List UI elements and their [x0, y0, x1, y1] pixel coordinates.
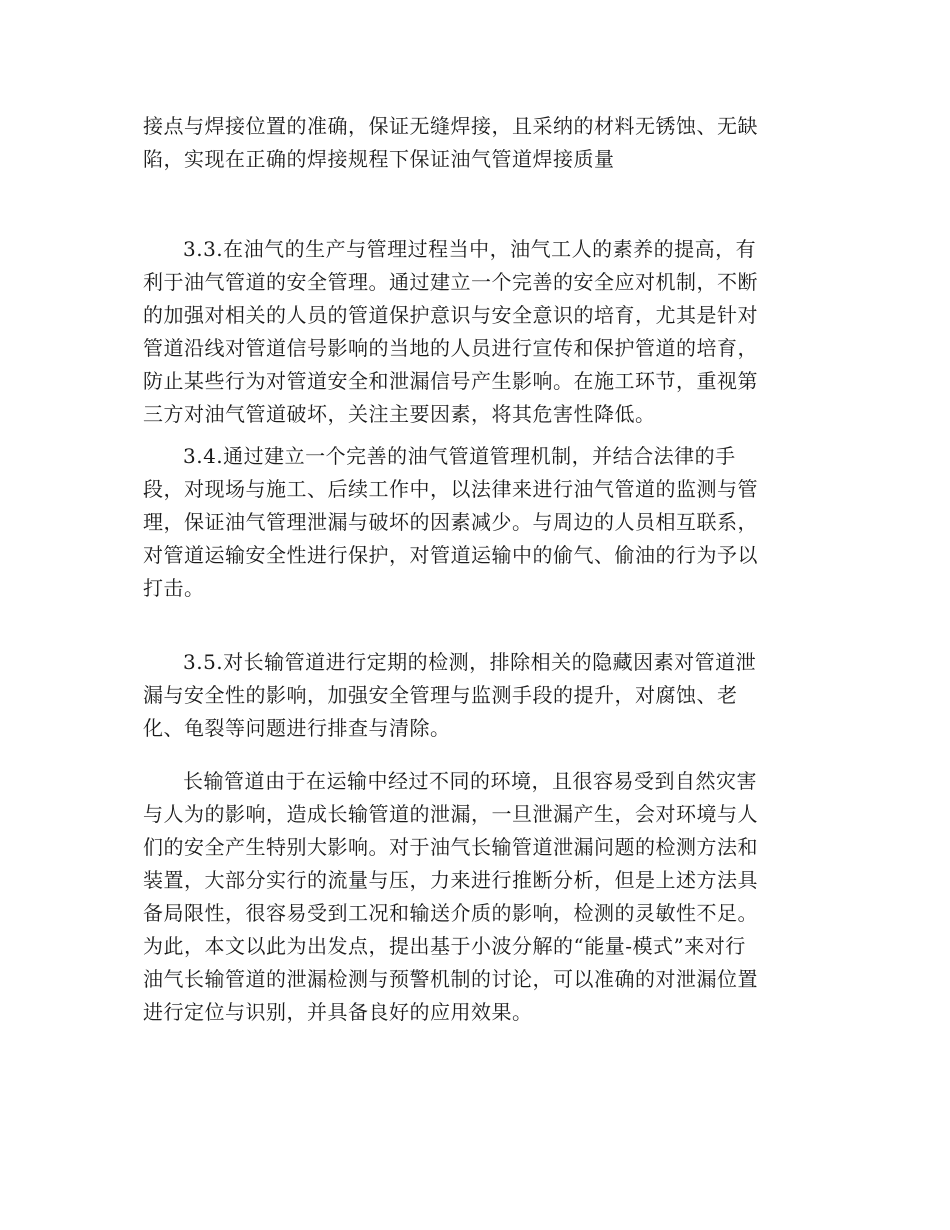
- text-line: 化、龟裂等问题进行排查与清除。: [143, 716, 451, 740]
- paragraph-section-3-5: [143, 646, 813, 745]
- paragraph-section-3-4: [143, 440, 813, 605]
- text-line: 管道沿线对管道信号影响的当地的人员进行宣传和保护管道的培育，: [143, 336, 758, 360]
- text-line: 备局限性，很容易受到工况和输送介质的影响，检测的灵敏性不足。: [143, 901, 758, 925]
- text-line: 陷，实现在正确的焊接规程下保证油气管道焊接质量: [143, 147, 615, 171]
- text-line: 的加强对相关的人员的管道保护意识与安全意识的培育，尤其是针对: [143, 303, 758, 327]
- text-line: 为此，本文以此为出发点，提出基于小波分解的“能量-模式”来对行: [143, 934, 746, 958]
- paragraph-section-3-3: [143, 233, 813, 431]
- text-line: 理，保证油气管理泄漏与破坏的因素减少。与周边的人员相互联系，: [143, 510, 758, 534]
- paragraph-conclusion: [143, 765, 813, 1029]
- text-line: 们的安全产生特别大影响。对于油气长输管道泄漏问题的检测方法和: [143, 835, 758, 859]
- paragraph-welding-quality: [143, 110, 813, 176]
- text-line: 进行定位与识别，并具备良好的应用效果。: [143, 1000, 533, 1024]
- text-line: 3.4.通过建立一个完善的油气管道管理机制，并结合法律的手: [183, 444, 736, 468]
- text-line: 对管道运输安全性进行保护，对管道运输中的偷气、偷油的行为予以: [143, 543, 758, 567]
- text-line: 长输管道由于在运输中经过不同的环境，且很容易受到自然灾害: [183, 769, 757, 793]
- text-line: 打击。: [143, 576, 205, 600]
- text-line: 段，对现场与施工、后续工作中，以法律来进行油气管道的监测与管: [143, 477, 758, 501]
- text-line: 3.3.在油气的生产与管理过程当中，油气工人的素养的提高，有: [183, 237, 757, 261]
- text-line: 利于油气管道的安全管理。通过建立一个完善的安全应对机制，不断: [143, 270, 758, 294]
- text-line: 接点与焊接位置的准确，保证无缝焊接，且采纳的材料无锈蚀、无缺: [143, 114, 758, 138]
- text-line: 漏与安全性的影响，加强安全管理与监测手段的提升，对腐蚀、老: [143, 683, 738, 707]
- text-line: 与人为的影响，造成长输管道的泄漏，一旦泄漏产生，会对环境与人: [143, 802, 758, 826]
- text-line: 三方对油气管道破坏，关注主要因素，将其危害性降低。: [143, 402, 656, 426]
- text-line: 防止某些行为对管道安全和泄漏信号产生影响。在施工环节，重视第: [143, 369, 758, 393]
- text-line: 装置，大部分实行的流量与压，力来进行推断分析，但是上述方法具: [143, 868, 758, 892]
- text-line: 油气长输管道的泄漏检测与预警机制的讨论，可以准确的对泄漏位置: [143, 967, 758, 991]
- text-line: 3.5.对长输管道进行定期的检测，排除相关的隐藏因素对管道泄: [183, 650, 757, 674]
